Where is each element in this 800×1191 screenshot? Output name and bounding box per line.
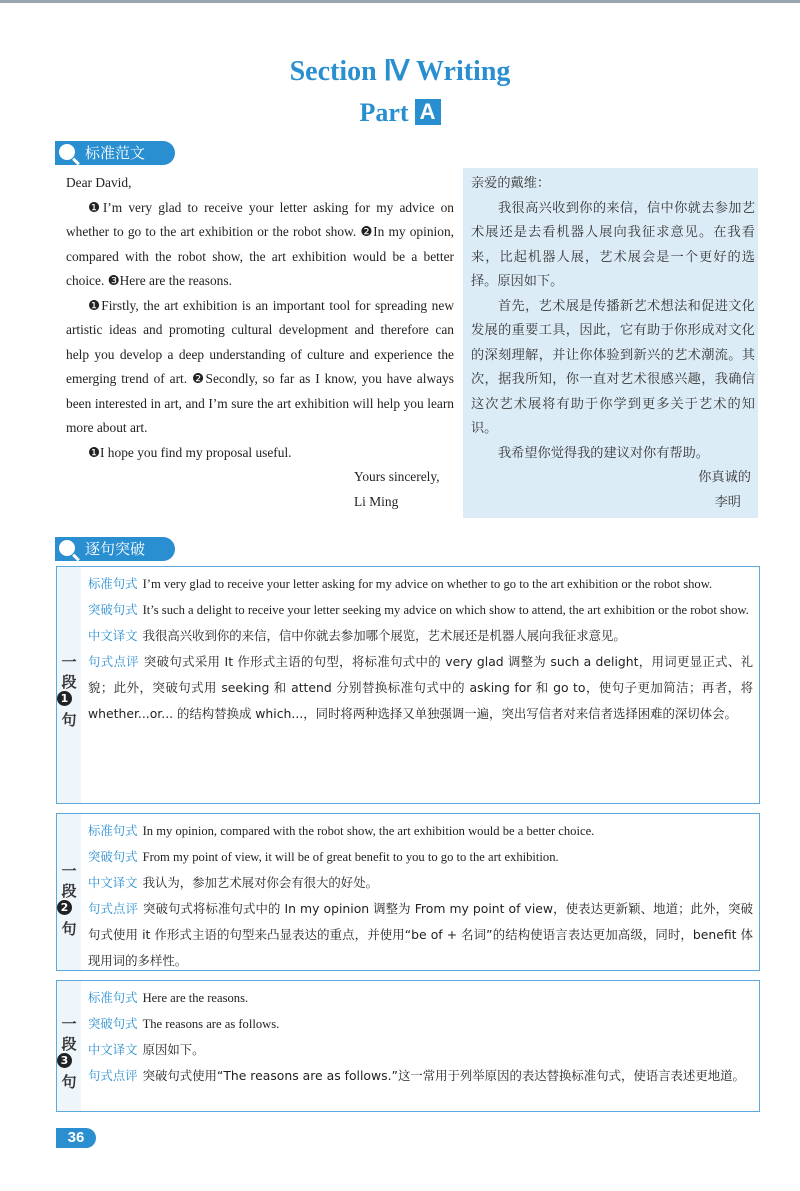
sentence-box-2 [56, 813, 760, 971]
breakthrough-sentence: 突破句式 The reasons are as follows. [88, 1016, 280, 1031]
box-side-label: 一 段 2 句 [57, 814, 81, 970]
box-side-label: 一 段 3 句 [57, 981, 81, 1111]
sentence-comment: 句式点评 突破句式将标准句式中的 In my opinion 调整为 From my point of view，使表达更新颖、地道；此外，突破句式使用 it 作形式主语的句型来凸显表达的重点，并使用“be of + 名词”的结构使语言表达更加高级，同时，benefit 体现用词的多样性。 [88, 901, 754, 968]
chinese-translation-line: 中文译文 原因如下。 [88, 1042, 205, 1057]
magnifier-icon [57, 142, 77, 162]
part-word: Part [359, 98, 409, 127]
letter-greeting: Dear David, [66, 175, 132, 190]
letter-signature: Li Ming [354, 493, 399, 509]
english-letter [66, 171, 454, 514]
model-essay-tag [55, 141, 175, 165]
breakdown-tag [55, 537, 175, 561]
translation-paragraph-2: 首先，艺术展是传播新艺术想法和促进文化发展的重要工具，因此，它有助于你形成对文化的深刻理解，并让你体验到新兴的艺术潮流。其次，据我所知，你一直对艺术很感兴趣，我确信这次艺术展将有助于你学到更多关于艺术的知识。 [471, 298, 755, 436]
sentence-comment: 句式点评 突破句式使用“The reasons are as follows.”这一常用于列举原因的表达替换标准句式，使语言表述更地道。 [88, 1068, 745, 1083]
sentence-box-3 [56, 980, 760, 1112]
chinese-translation-line: 中文译文 我很高兴收到你的来信，信中你就去参加哪个展览，艺术展还是机器人展向我征求意见。 [88, 628, 626, 643]
section-title: Section Ⅳ Writing [289, 56, 511, 87]
translation-signature: 李明 [714, 494, 741, 510]
standard-sentence: 标准句式 Here are the reasons. [88, 990, 249, 1005]
sentence-comment: 句式点评 突破句式采用 It 作形式主语的句型，将标准句式中的 very glad 调整为 such a delight，用词更显正式、礼貌；此外，突破句式用 seeking 和 attend 分别替换标准句式中的 asking for 和 go to，使句子更加简洁；再者，将 whether...or... 的结构替换成 which...，同时将两种选择又单独强调一遍，突出写信者对来信者选择困难的深切体会。 [88, 654, 754, 721]
magnifier-icon [57, 538, 77, 558]
part-heading [0, 98, 800, 128]
letter-paragraph-1: ❶I’m very glad to receive your letter asking for my advice on whether to go to the art exhibition or the robot show. ❷In my opinion, compared with the robot show, the art exhibition would be a better choice. ❸Here are the reasons. [66, 199, 454, 288]
translation-paragraph-3: 我希望你觉得我的建议对你有帮助。 [498, 445, 709, 461]
chinese-translation [471, 172, 755, 515]
sentence-number: 3 [57, 1053, 72, 1068]
standard-sentence: 标准句式 In my opinion, compared with the robot show, the art exhibition would be a better choice. [88, 823, 595, 838]
letter-closing: Yours sincerely, [354, 469, 440, 484]
breakthrough-sentence: 突破句式 It’s such a delight to receive your letter seeking my advice on which show to attend, the art exhibition or the robot show. [88, 602, 749, 617]
letter-paragraph-3: ❶I hope you find my proposal useful. [88, 444, 292, 460]
sentence-box-1 [56, 566, 760, 804]
translation-closing: 你真诚的 [698, 470, 751, 485]
breakdown-label: 逐句突破 [85, 540, 146, 558]
chinese-translation-line: 中文译文 我认为，参加艺术展对你会有很大的好处。 [88, 875, 378, 890]
part-letter-badge: A [415, 99, 441, 125]
top-rule [0, 0, 800, 3]
breakthrough-sentence: 突破句式 From my point of view, it will be of great benefit to you to go to the art exhibition. [88, 849, 559, 864]
model-essay-label: 标准范文 [85, 144, 146, 162]
translation-paragraph-1: 我很高兴收到你的来信，信中你就去参加艺术展还是去看机器人展向我征求意见。在我看来，比起机器人展，艺术展会是一个更好的选择。原因如下。 [471, 200, 755, 289]
page-number: 36 [56, 1128, 96, 1148]
letter-paragraph-2: ❶Firstly, the art exhibition is an important tool for spreading new artistic ideas and promoting cultural development and therefore can help you develop a deep understanding of culture and experience the emerging trend of art. ❷Secondly, so far as I know, you have always been interested in art, and I’m sure the art exhibition will help you learn more about art. [66, 297, 454, 435]
box-side-label: 一 段 1 句 [57, 567, 81, 803]
sentence-number: 1 [57, 691, 72, 706]
standard-sentence: 标准句式 I’m very glad to receive your letter asking for my advice on whether to go to the art exhibition or the robot show. [88, 576, 713, 591]
translation-greeting: 亲爱的戴维： [471, 176, 551, 191]
sentence-number: 2 [57, 900, 72, 915]
